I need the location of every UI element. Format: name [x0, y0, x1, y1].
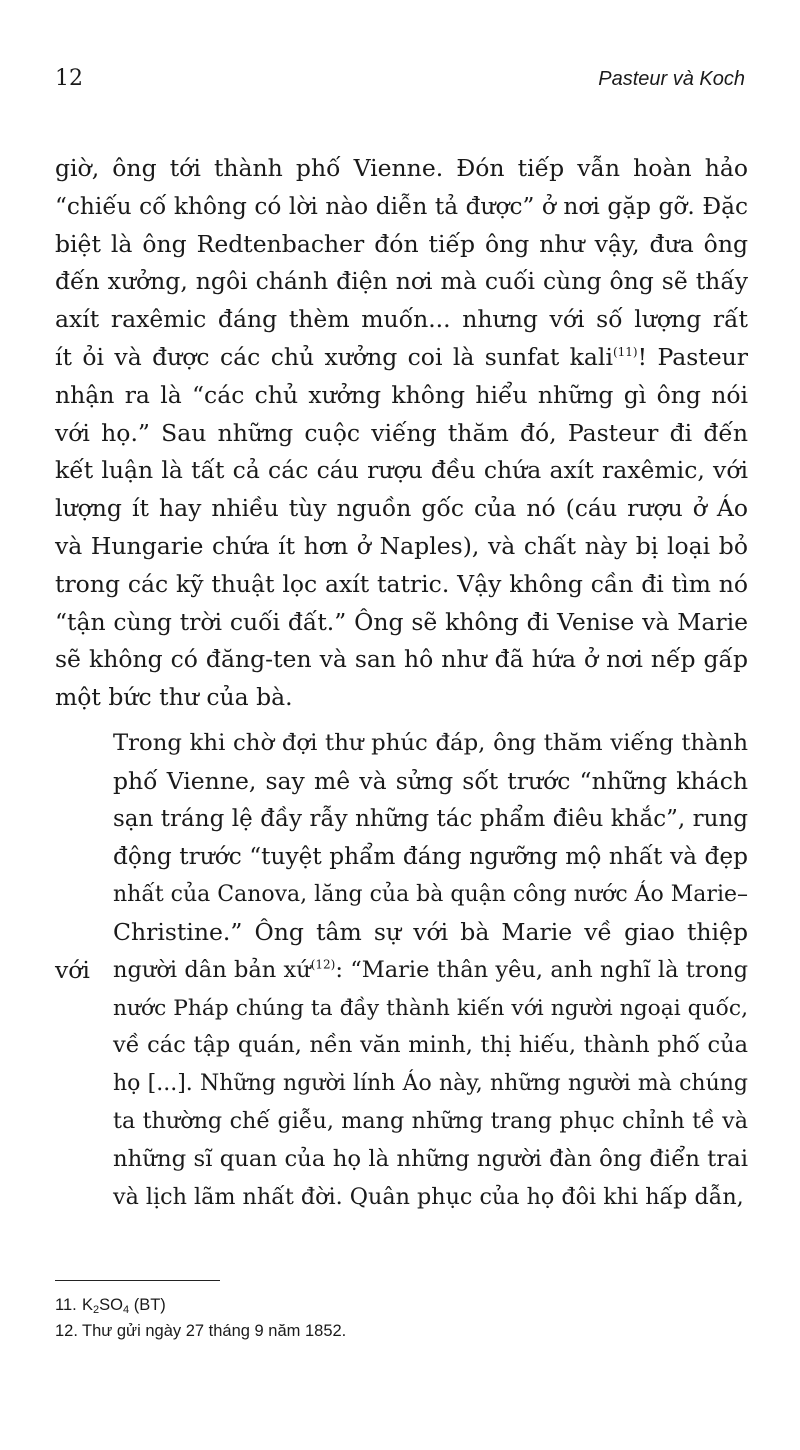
footnote-text: Thư gửi ngày 27 tháng 9 năm 1852.	[82, 1322, 347, 1340]
text-line: “chiếu cố không có lời nào diễn tả được” ở nơi gặp gỡ. Đặc	[55, 192, 748, 220]
text-line: trong các kỹ thuật lọc axít tatric. Vậy không cần đi tìm nó	[55, 569, 748, 598]
footnote-11	[55, 1292, 745, 1318]
body-text	[55, 150, 748, 1216]
footnote-divider	[55, 1280, 220, 1281]
text-line: “tận cùng trời cuối đất.” Ông sẽ không đi Venise và Marie	[55, 607, 748, 636]
text-line: với họ.” Sau những cuộc viếng thăm đó, Pasteur đi đến	[55, 418, 748, 447]
footnotes	[55, 1292, 745, 1344]
footnote-number: 11.	[55, 1296, 77, 1314]
text-line: những sĩ quan của họ là những người đàn ông điển trai	[113, 1145, 748, 1172]
footnote-ref: (12)	[310, 957, 336, 972]
text-line: và lịch lãm nhất đời. Quân phục của họ đôi khi hấp dẫn,	[113, 1183, 744, 1210]
text-line: phố Vienne, say mê và sửng sốt trước “những khách	[113, 766, 748, 795]
text-line: họ [...]. Những người lính Áo này, những người mà chúng	[113, 1071, 748, 1097]
footnote-ref: (11)	[612, 345, 638, 360]
footnote-number: 12.	[55, 1322, 78, 1340]
text-line: ít ỏi và được các chủ xưởng coi là sunfat kali$^{(11)}$! Pasteur	[55, 342, 748, 371]
text-line: nhận ra là “các chủ xưởng không hiểu những gì ông nói	[55, 380, 748, 409]
page-number: 12	[55, 66, 83, 91]
text-line: một bức thư của bà.	[55, 683, 293, 712]
text-line: giờ, ông tới thành phố Vienne. Đón tiếp vẫn hoàn hảo	[55, 154, 748, 182]
footnote-text: $K_2SO_4$ (BT)	[82, 1296, 166, 1316]
text-line: biệt là ông Redtenbacher đón tiếp ông như vậy, đưa ông	[55, 229, 748, 258]
text-line: sẽ không có đăng-ten và san hô như đã hứa ở nơi nếp gấp	[55, 645, 748, 674]
paragraph	[55, 150, 748, 717]
paragraph	[55, 725, 748, 1216]
text-line: nhất của Canova, lăng của bà quận công nước Áo Marie–	[113, 882, 748, 908]
running-title: Pasteur và Koch	[598, 68, 745, 90]
text-line: lượng ít hay nhiều tùy nguồn gốc của nó (cáu rượu ở Áo	[55, 494, 748, 523]
text-line: axít raxêmic đáng thèm muốn... nhưng với số lượng rất	[55, 305, 748, 334]
text-line: về các tập quán, nền văn minh, thị hiếu, thành phố của	[113, 1032, 748, 1059]
text-line: động trước “tuyệt phẩm đáng ngưỡng mộ nhất và đẹp	[113, 843, 748, 871]
text-line: nước Pháp chúng ta đầy thành kiến với người ngoại quốc,	[113, 995, 748, 1021]
text-line: và Hungarie chứa ít hơn ở Naples), và chất này bị loại bỏ	[55, 531, 748, 560]
page-header	[55, 66, 745, 91]
footnote-12	[55, 1318, 745, 1344]
text-line: người dân bản xứ$^{(12)}$: “Marie thân yêu, anh nghĩ là trong	[113, 956, 748, 983]
text-line: Trong khi chờ đợi thư phúc đáp, ông thăm viếng thành	[113, 729, 748, 756]
text-line: Christine.” Ông tâm sự với bà Marie về giao thiệp với	[55, 917, 748, 984]
text-line: đến xưởng, ngôi chánh điện nơi mà cuối cùng ông sẽ thấy	[55, 267, 748, 296]
text-line: sạn tráng lệ đầy rẫy những tác phẩm điêu khắc”, rung	[113, 805, 748, 832]
text-line: ta thường chế giễu, mang những trang phục chỉnh tề và	[113, 1107, 748, 1134]
text-line: kết luận là tất cả các cáu rượu đều chứa axít raxêmic, với	[55, 456, 748, 485]
